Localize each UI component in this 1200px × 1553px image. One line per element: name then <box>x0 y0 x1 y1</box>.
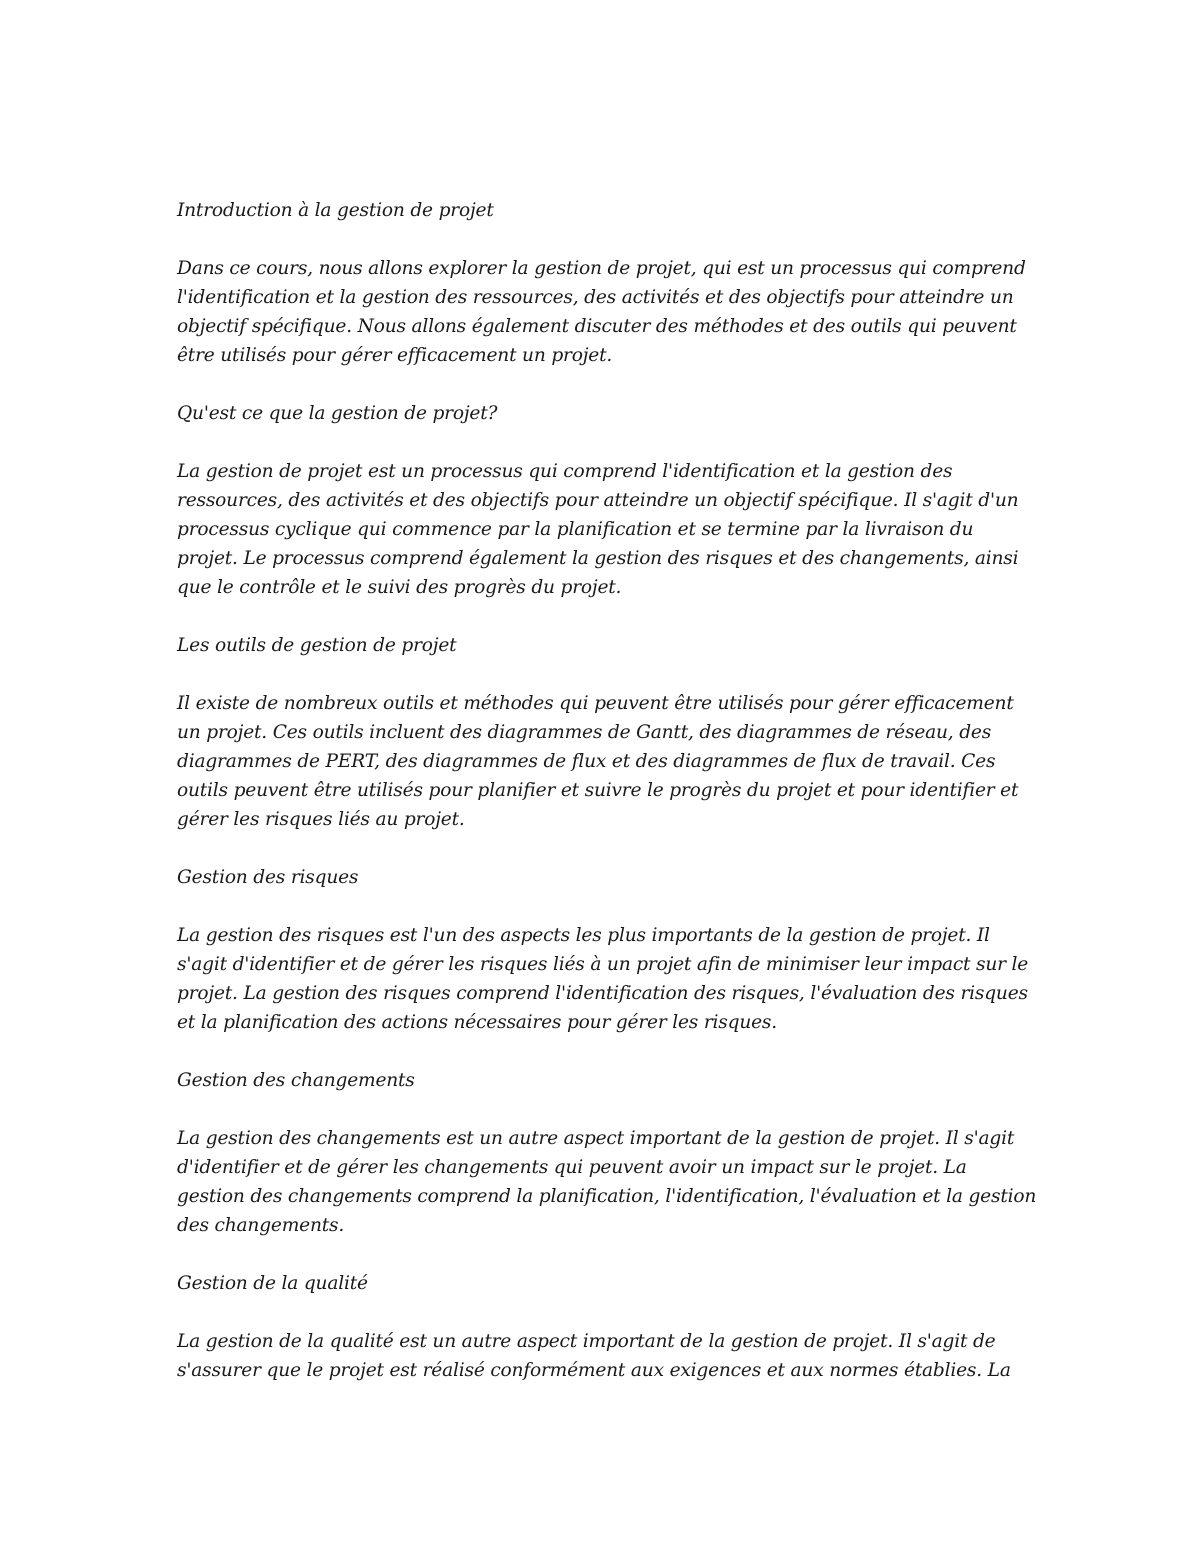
section-heading-quality: Gestion de la qualité <box>177 1273 368 1294</box>
section-paragraph-risks: La gestion des risques est l'un des aspects les plus importants de la gestion de projet. Il s'agit d'identifier et de gérer les risques liés à un projet afin de minimiser leur impact sur le projet. La gestion des risques comprend l'identification des risques, l'évaluation des risques et la planification des actions nécessaires pour gérer les risques. <box>177 925 1029 1033</box>
section-heading-introduction: Introduction à la gestion de projet <box>177 200 494 221</box>
section-heading-risks: Gestion des risques <box>177 867 359 888</box>
section-paragraph-definition: La gestion de projet est un processus qui comprend l'identification et la gestion des ressources, des activités et des objectifs pour atteindre un objectif spécifique. Il s'agit d'un processus cyclique qui commence par la planification et se termine par la livraison du projet. Le processus comprend également la gestion des risques et des changements, ainsi que le contrôle et le suivi des progrès du projet. <box>177 461 1019 598</box>
section-paragraph-tools: Il existe de nombreux outils et méthodes qui peuvent être utilisés pour gérer efficacement un projet. Ces outils incluent des diagrammes de Gantt, des diagrammes de réseau, des diagrammes de PERT, des diagrammes de flux et des diagrammes de flux de travail. Ces outils peuvent être utilisés pour planifier et suivre le progrès du projet et pour identifier et gérer les risques liés au projet. <box>177 693 1019 830</box>
section-heading-definition: Qu'est ce que la gestion de projet? <box>177 403 498 424</box>
section-paragraph-introduction: Dans ce cours, nous allons explorer la gestion de projet, qui est un processus qui comprend l'identification et la gestion des ressources, des activités et des objectifs pour atteindre un objectif spécifique. Nous allons également discuter des méthodes et des outils qui peuvent être utilisés pour gérer efficacement un projet. <box>177 258 1026 366</box>
section-paragraph-quality: La gestion de la qualité est un autre aspect important de la gestion de projet. Il s'agit de s'assurer que le projet est réalisé conformément aux exigences et aux normes établies. La <box>177 1331 1011 1381</box>
section-heading-tools: Les outils de gestion de projet <box>177 635 457 656</box>
section-paragraph-changes: La gestion des changements est un autre aspect important de la gestion de projet. Il s'agit d'identifier et de gérer les changements qui peuvent avoir un impact sur le projet. La gestion des changements comprend la planification, l'identification, l'évaluation et la gestion des changements. <box>177 1128 1037 1236</box>
section-heading-changes: Gestion des changements <box>177 1070 415 1091</box>
document-body <box>177 196 1037 1414</box>
